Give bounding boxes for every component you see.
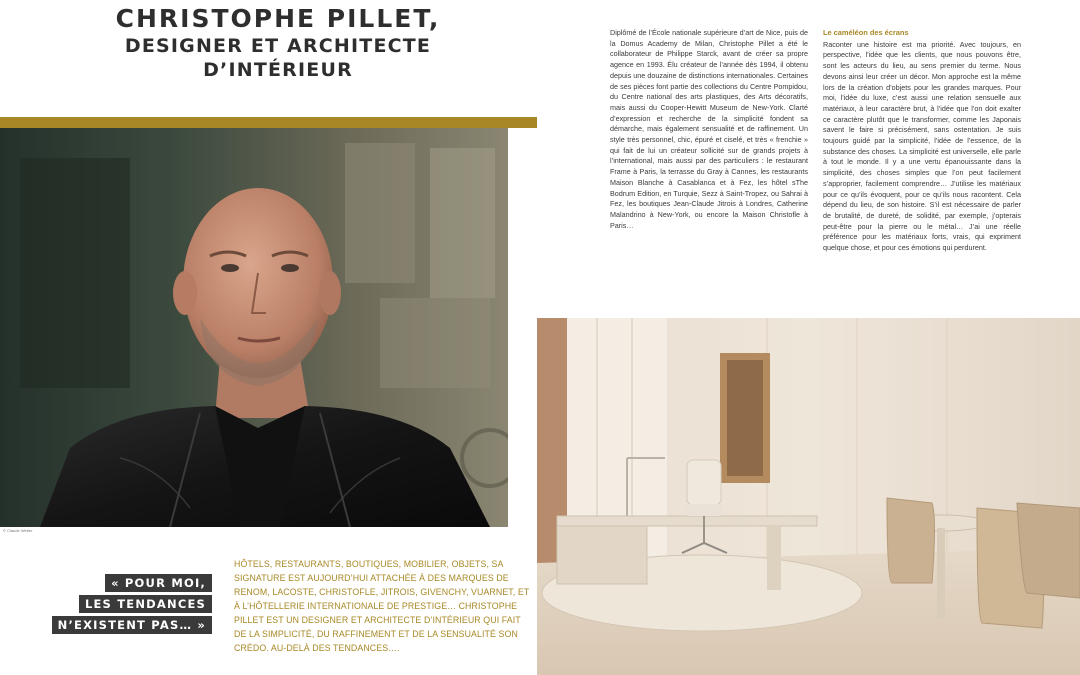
photo-credit: © Claude Weber [3,528,33,533]
quote-line-2: LES TENDANCES [79,595,212,613]
portrait-photo [0,128,508,527]
section-body: Raconter une histoire est ma priorité. Avec toujours, en perspective, l’idée que les clients, que nous pouvons être, sont les acteurs du lieu, au sens premier du terme. Nous devons ainsi leur créer un décor. Mon approche est la même lors de la création d’objets pour les grandes marques. Pour moi, l’idée du luxe, c’est aussi une relation sensuelle aux matériaux, à leur caractère brut, à l’idée que l’on doit exalter ce caractère plutôt que le transformer, comme les Japonais savent le faire si précisément, sans ostentation. Je suis toujours guidé par la simplicité, l’idée de l’essence, de la substance des choses. La simplicité est universelle, elle parle à tout le monde. Il y a une vertu épanouissante dans la simplicité, des choses simples que l’on peut facilement s’approprier, facilement comprendre… J’utilise les matériaux pour ce qu’ils évoquent, pour ce qu’ils nous racontent. Cela dépend du lieu, de son histoire. S’il est nécessaire de parler de brutalité, de dureté, de solidité, par exemple, j’opterais peut-être pour la pierre ou le métal… J’ai une réelle préférence pour les matériaux forts, vrais, qui expriment quelque chose, et pour ces émotions qui perdurent. [823,39,1021,253]
interview-column [823,28,1021,254]
quote-line-3: N’EXISTENT PAS… » [52,616,212,634]
interior-photo [537,318,1080,675]
intro-paragraph: HÔTELS, RESTAURANTS, BOUTIQUES, MOBILIER, OBJETS, SA SIGNATURE EST AUJOURD’HUI ATTACHÉE À DES MARQUES DE RENOM, LACOSTE, CHRISTOFLE, JITROIS, GIVENCHY, VUARNET, ET À L’HÔTELLERIE INTERNATIONALE DE PRESTIGE… CHRISTOPHE PILLET EST UN DESIGNER ET ARCHITECTE D’INTÉRIEUR QUI FAIT DE LA SIMPLICITÉ, DU RAFFINEMENT ET DE LA SENSUALITÉ SON CRÉDO. AU-DELÀ DES TENDANCES…. [234,559,530,653]
title-line-2: DESIGNER ET ARCHITECTE [124,35,432,57]
bio-column [610,28,808,231]
article-title [0,4,556,82]
title-line-3: D’INTÉRIEUR [203,59,353,81]
pull-quote [52,574,212,637]
bio-paragraph: Diplômé de l’École nationale supérieure d’art de Nice, puis de la Domus Academy de Milan, Christophe Pillet a été le collaborateur de Philippe Starck, avant de créer sa propre agence en 1993. Élu créateur de l’année dès 1994, il obtenu depuis une douzaine de distinctions internationales. Certaines de ses pièces font partie des collections du Centre Pompidou, du Centre national des arts plastiques, des Arts décoratifs, mais aussi du Cooper-Hewitt Museum de New-York. Clarté d’expression et recherche de la simplicité fondent sa démarche, mais également sensualité et de raffinement. Un style très personnel, chic, épuré et ciselé, et très « frenchie » qui fait de lui un créateur sollicité sur de grands projets à l’international, mais aussi par des particuliers : le restaurant Frame à Paris, la terrasse du Gray à Cannes, les restaurants Maison Blanche à Casablanca et à Fez, les hôtel sThe Bodrum Edition, en Turquie, Sezz à Saint-Tropez, ou Sahrai à Fez, les boutiques Jean-Claude Jitrois à Londres, Catherine Malandrino à New-York, ou encore la Maison Christofle à Paris… [610,28,808,230]
quote-line-1: « POUR MOI, [105,574,212,592]
gold-divider-bar [0,117,537,128]
title-line-1: CHRISTOPHE PILLET, [115,4,441,33]
section-heading: Le caméléon des écrans [823,28,909,37]
